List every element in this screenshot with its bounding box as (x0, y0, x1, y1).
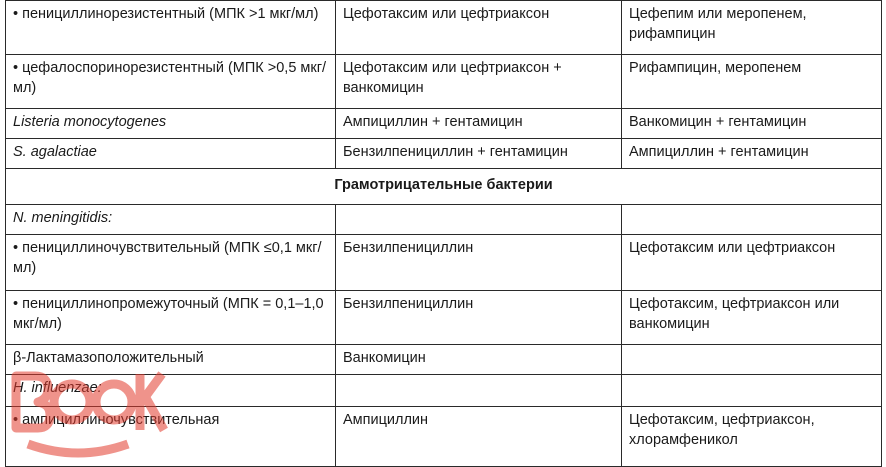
table-row (6, 205, 882, 235)
pathogen-cell: • пенициллинопромежуточный (МПК = 0,1–1,0 мкг/мл) (6, 291, 336, 345)
first-line-cell (336, 375, 622, 407)
alternative-cell: Цефотаксим, цефтриаксон или ванкомицин (622, 291, 882, 345)
first-line-cell: Ампициллин (336, 407, 622, 467)
table-row (6, 1, 882, 55)
table-row (6, 407, 882, 467)
alternative-cell (622, 375, 882, 407)
table-row (6, 139, 882, 169)
first-line-cell: Бензилпенициллин (336, 235, 622, 291)
pathogen-cell: Listeria monocytogenes (6, 109, 336, 139)
pathogen-cell: β-Лактамазоположительный (6, 345, 336, 375)
table-row (6, 55, 882, 109)
alternative-cell: Цефепим или меропенем, рифампицин (622, 1, 882, 55)
alternative-cell (622, 205, 882, 235)
first-line-cell: Цефотаксим или цефтриаксон (336, 1, 622, 55)
alternative-cell: Цефотаксим или цефтриаксон (622, 235, 882, 291)
first-line-cell (336, 205, 622, 235)
table-row (6, 109, 882, 139)
alternative-cell (622, 345, 882, 375)
section-title: Грамотрицательные бактерии (6, 169, 882, 205)
first-line-cell: Ванкомицин (336, 345, 622, 375)
first-line-cell: Ампициллин + гентамицин (336, 109, 622, 139)
section-header-row (6, 169, 882, 205)
first-line-cell: Бензилпенициллин + гентамицин (336, 139, 622, 169)
table-row (6, 345, 882, 375)
table-row (6, 235, 882, 291)
table-row (6, 375, 882, 407)
pathogen-cell: • пенициллиночувствительный (МПК ≤0,1 мкг/мл) (6, 235, 336, 291)
pathogen-cell: H. influenzae: (6, 375, 336, 407)
first-line-cell: Бензилпенициллин (336, 291, 622, 345)
pathogen-cell: • ампициллиночувствительная (6, 407, 336, 467)
alternative-cell: Ампициллин + гентамицин (622, 139, 882, 169)
drug-table (5, 0, 882, 467)
alternative-cell: Цефотаксим, цефтриаксон, хлорамфеникол (622, 407, 882, 467)
alternative-cell: Ванкомицин + гентамицин (622, 109, 882, 139)
pathogen-cell: S. agalactiae (6, 139, 336, 169)
table-row (6, 291, 882, 345)
first-line-cell: Цефотаксим или цефтриаксон + ванкомицин (336, 55, 622, 109)
pathogen-cell: • цефалоспоринорезистентный (МПК >0,5 мкг/мл) (6, 55, 336, 109)
pathogen-cell: N. meningitidis: (6, 205, 336, 235)
alternative-cell: Рифампицин, меропенем (622, 55, 882, 109)
pathogen-cell: • пенициллинорезистентный (МПК >1 мкг/мл) (6, 1, 336, 55)
